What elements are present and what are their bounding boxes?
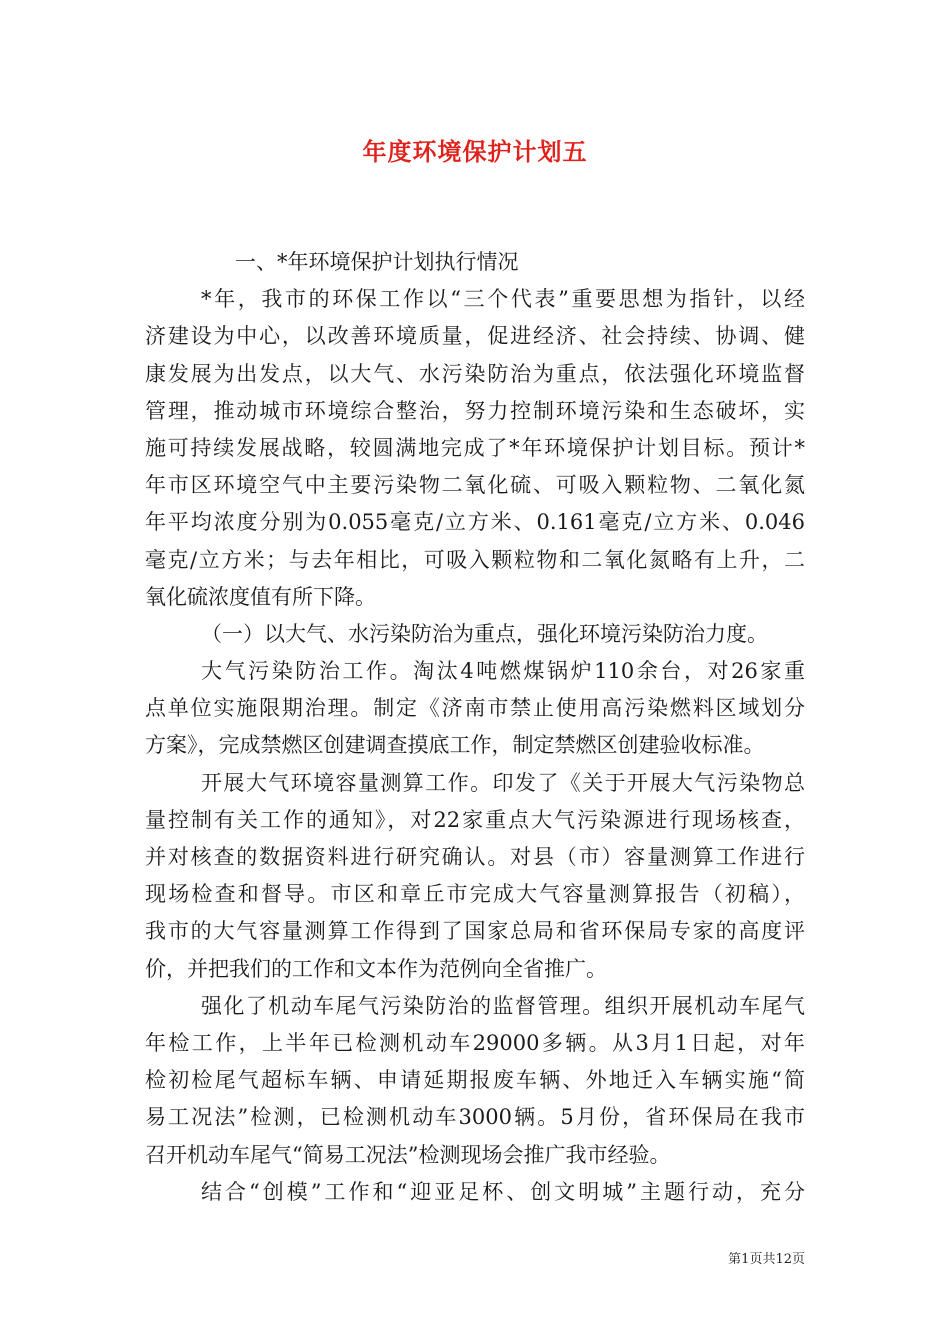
text-line: 毫克/立方米；与去年相比，可吸入颗粒物和二氧化氮略有上升，二 (145, 547, 805, 572)
paragraph (145, 1174, 805, 1211)
text-line: （一）以大气、水污染防治为重点，强化环境污染防治力度。 (201, 621, 768, 646)
paragraph (145, 616, 805, 653)
text-line: 强化了机动车尾气污染防治的监督管理。组织开展机动车尾气 (201, 993, 805, 1018)
text-line: 检初检尾气超标车辆、申请延期报废车辆、外地迁入车辆实施“简 (145, 1068, 805, 1093)
paragraph (145, 281, 805, 616)
page-number: 第1页共12页 (728, 1252, 805, 1267)
section-heading (145, 244, 805, 281)
text-line: 康发展为出发点，以大气、水污染防治为重点，依法强化环境监督 (145, 361, 805, 386)
text-line: 管理，推动城市环境综合整治，努力控制环境污染和生态破坏，实 (145, 398, 805, 423)
text-line: 现场检查和督导。市区和章丘市完成大气容量测算报告（初稿）， (145, 882, 805, 907)
text-line: 点单位实施限期治理。制定《济南市禁止使用高污染燃料区域划分 (145, 696, 805, 721)
text-line: 量控制有关工作的通知》，对22家重点大气污染源进行现场核查， (145, 807, 805, 832)
text-line: 年市区环境空气中主要污染物二氧化硫、可吸入颗粒物、二氧化氮 (145, 473, 805, 498)
text-line: 易工况法”检测，已检测机动车3000辆。5月份，省环保局在我市 (145, 1105, 805, 1130)
text-line: 济建设为中心，以改善环境质量，促进经济、社会持续、协调、健 (145, 324, 805, 349)
paragraph (145, 653, 805, 765)
text-line: 氧化硫浓度值有所下降。 (145, 584, 376, 609)
text-line: 并对核查的数据资料进行研究确认。对县（市）容量测算工作进行 (145, 845, 805, 869)
text-line: 年检工作，上半年已检测机动车29000多辆。从3月1日起，对年 (145, 1030, 805, 1055)
text-line: 价，并把我们的工作和文本作为范例向全省推广。 (145, 956, 607, 981)
text-line: 召开机动车尾气“简易工况法”检测现场会推广我市经验。 (145, 1142, 671, 1167)
text-line: 一、*年环境保护计划执行情况 (235, 250, 519, 274)
text-line: 方案》，完成禁燃区创建调查摸底工作，制定禁燃区创建验收标准。 (145, 733, 765, 758)
text-line: 大气污染防治工作。淘汰4吨燃煤锅炉110余台，对26家重 (201, 659, 805, 684)
text-line: 结合“创模”工作和“迎亚足杯、创文明城”主题行动，充分 (201, 1179, 805, 1204)
text-line: 年平均浓度分别为0.055毫克/立方米、0.161毫克/立方米、0.046 (145, 510, 805, 535)
text-line: 我市的大气容量测算工作得到了国家总局和省环保局专家的高度评 (145, 919, 805, 944)
document-title: 年度环境保护计划五 (362, 137, 588, 166)
document-body (145, 244, 805, 1211)
text-line: 施可持续发展战略，较圆满地完成了*年环境保护计划目标。预计* (145, 435, 805, 460)
paragraph (145, 988, 805, 1174)
text-line: 开展大气环境容量测算工作。印发了《关于开展大气污染物总 (201, 770, 805, 795)
text-line: *年，我市的环保工作以“三个代表”重要思想为指针，以经 (201, 287, 805, 312)
paragraph (145, 765, 805, 988)
